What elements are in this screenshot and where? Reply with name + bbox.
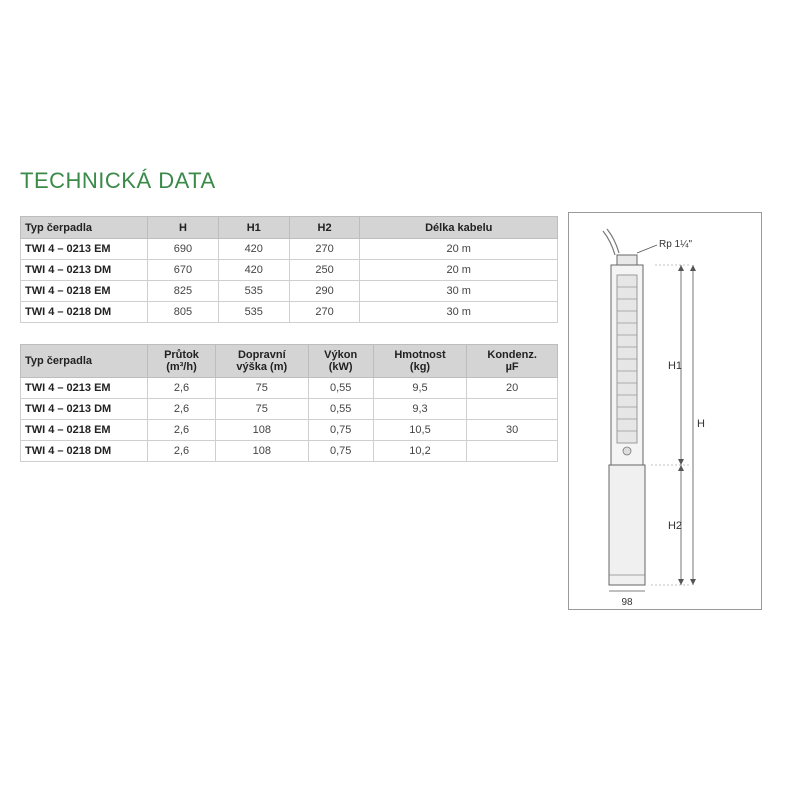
rp-leader-line <box>637 245 657 253</box>
table-cell: 108 <box>215 420 308 441</box>
table-cell: 108 <box>215 441 308 462</box>
table-cell <box>467 399 558 420</box>
table-row <box>21 399 558 420</box>
table-cell: 30 m <box>360 281 558 302</box>
column-header <box>215 345 308 378</box>
column-header: H2 <box>289 217 360 239</box>
column-header: H1 <box>218 217 289 239</box>
table-cell: 270 <box>289 302 360 323</box>
table-cell: 250 <box>289 260 360 281</box>
column-header: Typ čerpadla <box>21 345 148 378</box>
table-cell: 420 <box>218 260 289 281</box>
table-row <box>21 302 558 323</box>
pump-type-cell: TWI 4 – 0218 EM <box>21 420 148 441</box>
table-cell: 290 <box>289 281 360 302</box>
table-cell: 20 m <box>360 260 558 281</box>
table-cell: 0,55 <box>308 399 373 420</box>
table-cell: 825 <box>148 281 219 302</box>
table-cell: 0,75 <box>308 441 373 462</box>
dimensions-table <box>20 216 558 323</box>
pump-type-cell: TWI 4 – 0213 EM <box>21 378 148 399</box>
column-header <box>148 345 216 378</box>
table-cell: 2,6 <box>148 378 216 399</box>
header-unit: výška (m) <box>236 361 288 373</box>
table-cell: 20 <box>467 378 558 399</box>
table-row <box>21 260 558 281</box>
table-cell: 10,5 <box>373 420 467 441</box>
inlet-icon <box>623 447 631 455</box>
h1-label: H1 <box>667 360 683 372</box>
motor-body <box>609 465 645 585</box>
column-header: H <box>148 217 219 239</box>
header-line: Dopravní <box>237 349 286 361</box>
table-cell: 2,6 <box>148 420 216 441</box>
header-unit: µF <box>505 361 519 373</box>
header-unit: (m³/h) <box>166 361 197 373</box>
table-row <box>21 239 558 260</box>
column-header: Délka kabelu <box>360 217 558 239</box>
table-header-row <box>21 217 558 239</box>
outlet-fitting <box>617 255 637 265</box>
table-cell: 535 <box>218 281 289 302</box>
column-header <box>373 345 467 378</box>
table-cell: 75 <box>215 399 308 420</box>
column-header <box>308 345 373 378</box>
page-title: TECHNICKÁ DATA <box>20 168 216 193</box>
header-line: Hmotnost <box>394 349 446 361</box>
table-cell: 0,75 <box>308 420 373 441</box>
table-row <box>21 420 558 441</box>
pump-type-cell: TWI 4 – 0213 DM <box>21 260 148 281</box>
header-line: Průtok <box>164 349 199 361</box>
pump-drawing-svg <box>569 213 761 609</box>
width-label: 98 <box>621 597 633 608</box>
cable-line <box>603 231 615 255</box>
table-cell: 30 <box>467 420 558 441</box>
rp-label: Rp 1¼" <box>659 239 693 250</box>
header-unit: (kg) <box>409 361 431 373</box>
table-cell: 270 <box>289 239 360 260</box>
column-header <box>467 345 558 378</box>
table-cell: 75 <box>215 378 308 399</box>
pump-type-cell: TWI 4 – 0218 DM <box>21 441 148 462</box>
table-cell: 30 m <box>360 302 558 323</box>
table-row <box>21 281 558 302</box>
pump-type-cell: TWI 4 – 0213 DM <box>21 399 148 420</box>
table-cell <box>467 441 558 462</box>
table-cell: 0,55 <box>308 378 373 399</box>
header-line: Kondenz. <box>487 349 537 361</box>
pump-type-cell: TWI 4 – 0218 EM <box>21 281 148 302</box>
table-cell: 10,2 <box>373 441 467 462</box>
column-header: Typ čerpadla <box>21 217 148 239</box>
table-cell: 2,6 <box>148 399 216 420</box>
table-cell: 670 <box>148 260 219 281</box>
table-row <box>21 441 558 462</box>
table-cell: 2,6 <box>148 441 216 462</box>
table-cell: 805 <box>148 302 219 323</box>
table-cell: 9,5 <box>373 378 467 399</box>
header-unit: (kW) <box>328 361 353 373</box>
table-cell: 535 <box>218 302 289 323</box>
table-cell: 420 <box>218 239 289 260</box>
h2-label: H2 <box>667 520 683 532</box>
performance-table <box>20 344 558 462</box>
table-header-row <box>21 345 558 378</box>
table-cell: 20 m <box>360 239 558 260</box>
header-line: Výkon <box>324 349 358 361</box>
pump-type-cell: TWI 4 – 0213 EM <box>21 239 148 260</box>
pump-dimension-drawing <box>568 212 762 610</box>
table-cell: 690 <box>148 239 219 260</box>
table-row <box>21 378 558 399</box>
h-label: H <box>697 418 705 430</box>
table-cell: 9,3 <box>373 399 467 420</box>
pump-type-cell: TWI 4 – 0218 DM <box>21 302 148 323</box>
